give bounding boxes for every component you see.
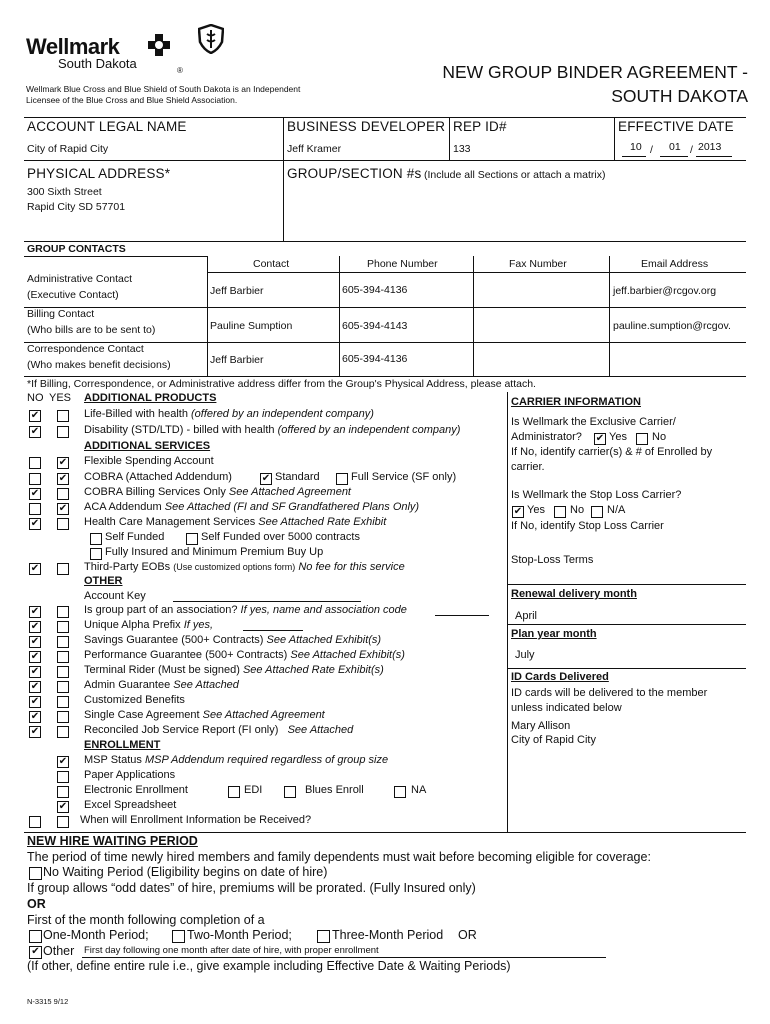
carrier-q1c: If No, identify carrier(s) & # of Enrolled by bbox=[511, 446, 713, 458]
hcm-yes-checkbox[interactable] bbox=[57, 518, 69, 530]
form-title bbox=[368, 60, 748, 108]
phone-col-header: Phone Number bbox=[367, 258, 438, 270]
reconciled-text: Reconciled Job Service Report (FI only) bbox=[84, 724, 279, 736]
enrollment-heading: ENROLLMENT bbox=[84, 739, 161, 751]
effective-month[interactable]: 10 bbox=[630, 141, 642, 153]
id-cards-text2: unless indicated below bbox=[511, 702, 622, 714]
rep-id-label: REP ID# bbox=[453, 119, 507, 134]
plan-year-month-label: Plan year month bbox=[511, 628, 597, 640]
or-separator-2: OR bbox=[458, 928, 477, 942]
stop-loss-na-label: N/A bbox=[607, 504, 626, 516]
msp-text: MSP Status bbox=[84, 754, 142, 766]
self-funded-5000-checkbox[interactable] bbox=[186, 533, 198, 545]
id-cards-text1: ID cards will be delivered to the member bbox=[511, 687, 708, 699]
stop-loss-terms: Stop-Loss Terms bbox=[511, 554, 594, 566]
contact-phone[interactable]: 605-394-4136 bbox=[342, 353, 408, 365]
edi-label: EDI bbox=[244, 784, 263, 796]
physical-address-label: PHYSICAL ADDRESS* bbox=[27, 166, 171, 181]
define-rule-text: (If other, define entire rule i.e., give example including Effective Date & Waiting Periods) bbox=[27, 959, 511, 973]
cobra-standard-label: Standard bbox=[275, 471, 320, 483]
electronic-yes-checkbox[interactable] bbox=[57, 786, 69, 798]
na-label: NA bbox=[411, 784, 427, 796]
third-party-text: Third-Party EOBs bbox=[84, 561, 171, 573]
other-label: Other bbox=[43, 944, 75, 958]
rep-id-value[interactable]: 133 bbox=[453, 143, 471, 155]
terminal-no-checkbox[interactable]: ✔ bbox=[30, 666, 40, 677]
performance-label bbox=[84, 649, 405, 661]
other-value[interactable]: First day following one month after date of hire, with proper enrollment bbox=[84, 945, 379, 956]
group-section-label: GROUP/SECTION #s bbox=[287, 166, 422, 181]
admin-guarantee-note: See Attached bbox=[173, 679, 239, 691]
life-yes-checkbox[interactable] bbox=[57, 410, 69, 422]
admin-guarantee-no-checkbox[interactable]: ✔ bbox=[30, 681, 40, 692]
renewal-month-value[interactable]: April bbox=[515, 610, 538, 622]
terminal-yes-checkbox[interactable] bbox=[57, 666, 69, 678]
association-yes-checkbox[interactable] bbox=[57, 606, 69, 618]
email-col-header: Email Address bbox=[641, 258, 709, 270]
disability-text: Disability (STD/LTD) - billed with health bbox=[84, 424, 275, 436]
edi-checkbox[interactable] bbox=[228, 786, 240, 798]
form-id: N-3315 9/12 bbox=[27, 997, 69, 1006]
waiting-period-title: NEW HIRE WAITING PERIOD bbox=[27, 834, 198, 848]
contact-row-label: Billing Contact bbox=[27, 308, 95, 320]
account-legal-name-value[interactable]: City of Rapid City bbox=[27, 143, 109, 155]
carrier-q2b: If No, identify Stop Loss Carrier bbox=[511, 520, 664, 532]
fax-col-header: Fax Number bbox=[509, 258, 567, 270]
additional-services-heading: ADDITIONAL SERVICES bbox=[84, 440, 211, 452]
performance-yes-checkbox[interactable] bbox=[57, 651, 69, 663]
effective-date-label: EFFECTIVE DATE bbox=[618, 119, 734, 134]
aca-note: See Attached (FI and SF Grandfathered Plans Only) bbox=[164, 501, 420, 513]
excel-yes-checkbox[interactable]: ✔ bbox=[58, 801, 68, 812]
carrier-q2: Is Wellmark the Stop Loss Carrier? bbox=[511, 489, 682, 501]
odd-dates-text: If group allows “odd dates” of hire, premiums will be prorated. (Fully Insured only) bbox=[27, 881, 476, 895]
id-cards-name[interactable]: Mary Allison bbox=[511, 720, 571, 732]
single-case-text: Single Case Agreement bbox=[84, 709, 200, 721]
terminal-label bbox=[84, 664, 384, 676]
third-party-label bbox=[84, 561, 405, 573]
life-no-checkbox[interactable]: ✔ bbox=[30, 410, 40, 421]
single-case-no-checkbox[interactable]: ✔ bbox=[30, 711, 40, 722]
alpha-text: Unique Alpha Prefix bbox=[84, 619, 181, 631]
savings-yes-checkbox[interactable] bbox=[57, 636, 69, 648]
contact-email[interactable]: pauline.sumption@rcgov. bbox=[613, 320, 731, 332]
business-developer-value[interactable]: Jeff Kramer bbox=[287, 143, 342, 155]
effective-sep-2: / bbox=[690, 144, 693, 156]
third-party-note: No fee for this service bbox=[298, 561, 405, 573]
terminal-note: See Attached Rate Exhibit(s) bbox=[242, 664, 384, 676]
msp-yes-checkbox[interactable]: ✔ bbox=[58, 756, 68, 767]
cobra-no-checkbox[interactable] bbox=[29, 473, 41, 485]
life-label bbox=[84, 408, 374, 420]
disability-note: (offered by an independent company) bbox=[277, 424, 461, 436]
id-cards-org[interactable]: City of Rapid City bbox=[511, 734, 596, 746]
blue-shield-icon bbox=[198, 24, 224, 54]
contact-phone[interactable]: 605-394-4136 bbox=[342, 284, 408, 296]
third-party-small: (Use customized options form) bbox=[173, 562, 296, 572]
form-title-line2: SOUTH DAKOTA bbox=[611, 86, 748, 106]
msp-label bbox=[84, 754, 388, 766]
three-month-label: Three-Month Period bbox=[332, 928, 444, 942]
self-funded-5000-label: Self Funded over 5000 contracts bbox=[201, 531, 360, 543]
hcm-text: Health Care Management Services bbox=[84, 516, 256, 528]
reconciled-no-checkbox[interactable]: ✔ bbox=[30, 726, 40, 737]
when-label: When will Enrollment Information be Received? bbox=[80, 814, 312, 826]
reconciled-yes-checkbox[interactable] bbox=[57, 726, 69, 738]
single-case-yes-checkbox[interactable] bbox=[57, 711, 69, 723]
admin-guarantee-label bbox=[84, 679, 239, 691]
exclusive-yes-label: Yes bbox=[609, 431, 627, 443]
other-heading: OTHER bbox=[84, 575, 123, 587]
third-party-yes-checkbox[interactable] bbox=[57, 563, 69, 575]
savings-label bbox=[84, 634, 381, 646]
blues-enroll-checkbox[interactable] bbox=[284, 786, 296, 798]
life-note: (offered by an independent company) bbox=[191, 408, 374, 420]
id-cards-label: ID Cards Delivered bbox=[511, 671, 609, 683]
customized-yes-checkbox[interactable] bbox=[57, 696, 69, 708]
contact-col-header: Contact bbox=[253, 258, 290, 270]
when-no-checkbox[interactable] bbox=[29, 816, 41, 828]
cobra-billing-no-checkbox[interactable]: ✔ bbox=[30, 488, 40, 499]
contact-row-sublabel: (Who bills are to be sent to) bbox=[27, 324, 156, 336]
address-line2[interactable]: Rapid City SD 57701 bbox=[27, 201, 126, 213]
self-funded-label: Self Funded bbox=[105, 531, 165, 543]
cobra-full-service-checkbox[interactable] bbox=[336, 473, 348, 485]
cobra-full-service-label: Full Service (SF only) bbox=[351, 471, 457, 483]
fsa-no-checkbox[interactable] bbox=[29, 457, 41, 469]
waiting-period-desc: The period of time newly hired members and family dependents must wait before becoming eligible for coverage: bbox=[27, 850, 651, 864]
cobra-billing-text: COBRA Billing Services Only bbox=[84, 486, 226, 498]
business-developer-label: BUSINESS DEVELOPER bbox=[287, 119, 446, 134]
reconciled-note: See Attached bbox=[287, 724, 354, 736]
savings-text: Savings Guarantee (500+ Contracts) bbox=[84, 634, 264, 646]
alpha-note: If yes, bbox=[183, 619, 214, 631]
alpha-no-checkbox[interactable]: ✔ bbox=[30, 621, 40, 632]
association-label bbox=[84, 604, 407, 616]
performance-no-checkbox[interactable]: ✔ bbox=[30, 651, 40, 662]
aca-text: ACA Addendum bbox=[84, 501, 162, 513]
cobra-billing-note: See Attached Agreement bbox=[228, 486, 351, 498]
group-contacts-title: GROUP CONTACTS bbox=[27, 243, 126, 255]
hcm-label bbox=[84, 516, 386, 528]
two-month-label: Two-Month Period; bbox=[187, 928, 292, 942]
account-key-label: Account Key bbox=[84, 590, 146, 602]
plan-year-month-value[interactable]: July bbox=[515, 649, 535, 661]
or-separator-1: OR bbox=[27, 897, 46, 911]
account-legal-name-label: ACCOUNT LEGAL NAME bbox=[27, 119, 187, 134]
single-case-note: See Attached Agreement bbox=[202, 709, 325, 721]
hcm-no-checkbox[interactable]: ✔ bbox=[30, 518, 40, 529]
fsa-yes-checkbox[interactable]: ✔ bbox=[58, 457, 68, 468]
effective-day[interactable]: 01 bbox=[669, 141, 681, 153]
life-text: Life-Billed with health bbox=[84, 408, 188, 420]
aca-label bbox=[84, 501, 419, 513]
exclusive-yes-checkbox[interactable]: ✔ bbox=[595, 433, 605, 444]
address-line1[interactable]: 300 Sixth Street bbox=[27, 186, 102, 198]
customized-no-checkbox[interactable]: ✔ bbox=[30, 696, 40, 707]
stop-loss-no-label: No bbox=[570, 504, 585, 516]
contact-name[interactable]: Pauline Sumption bbox=[210, 320, 293, 332]
three-month-checkbox[interactable] bbox=[317, 930, 330, 943]
contact-row-label: Administrative Contact bbox=[27, 273, 133, 285]
single-case-label bbox=[84, 709, 325, 721]
no-waiting-label: No Waiting Period (Eligibility begins on date of hire) bbox=[43, 865, 328, 879]
savings-note: See Attached Exhibit(s) bbox=[266, 634, 382, 646]
registered-mark: ® bbox=[177, 66, 183, 75]
licensee-statement: Wellmark Blue Cross and Blue Shield of South Dakota is an Independent Licensee of the Blue Cross and Blue Shield Association. bbox=[26, 84, 301, 105]
disability-label bbox=[84, 424, 460, 436]
yes-column-header: YES bbox=[49, 392, 72, 404]
no-waiting-checkbox[interactable] bbox=[29, 867, 42, 880]
customized-label: Customized Benefits bbox=[84, 694, 185, 706]
aca-no-checkbox[interactable] bbox=[29, 503, 41, 515]
contact-row-label: Correspondence Contact bbox=[27, 343, 144, 355]
other-checkbox[interactable]: ✔ bbox=[29, 946, 42, 959]
association-no-checkbox[interactable]: ✔ bbox=[30, 606, 40, 617]
admin-guarantee-text: Admin Guarantee bbox=[84, 679, 171, 691]
carrier-q1a: Is Wellmark the Exclusive Carrier/ bbox=[511, 416, 676, 428]
stop-loss-na-checkbox[interactable] bbox=[591, 506, 603, 518]
effective-year[interactable]: 2013 bbox=[698, 141, 722, 153]
form-title-line1: NEW GROUP BINDER AGREEMENT - bbox=[442, 62, 748, 82]
when-yes-checkbox[interactable] bbox=[57, 816, 69, 828]
one-month-checkbox[interactable] bbox=[29, 930, 42, 943]
stop-loss-yes-checkbox[interactable]: ✔ bbox=[513, 506, 523, 517]
association-text: Is group part of an association? bbox=[84, 604, 238, 616]
paper-label: Paper Applications bbox=[84, 769, 176, 781]
cobra-billing-yes-checkbox[interactable] bbox=[57, 488, 69, 500]
association-note: If yes, name and association code bbox=[240, 604, 407, 616]
effective-sep-1: / bbox=[650, 144, 653, 156]
one-month-label: One-Month Period; bbox=[43, 928, 149, 942]
performance-note: See Attached Exhibit(s) bbox=[290, 649, 405, 661]
no-column-header: NO bbox=[27, 392, 44, 404]
renewal-month-label: Renewal delivery month bbox=[511, 588, 637, 600]
cobra-standard-checkbox[interactable]: ✔ bbox=[261, 473, 271, 484]
additional-products-heading: ADDITIONAL PRODUCTS bbox=[84, 392, 217, 404]
savings-no-checkbox[interactable]: ✔ bbox=[30, 636, 40, 647]
carrier-q1b: Administrator? bbox=[511, 431, 582, 443]
stop-loss-yes-label: Yes bbox=[527, 504, 545, 516]
carrier-q1d: carrier. bbox=[511, 461, 545, 473]
fsa-label: Flexible Spending Account bbox=[84, 455, 214, 467]
msp-note: MSP Addendum required regardless of group size bbox=[144, 754, 389, 766]
cobra-label: COBRA (Attached Addendum) bbox=[84, 471, 232, 483]
contact-row-sublabel: (Who makes benefit decisions) bbox=[27, 359, 171, 371]
exclusive-no-label: No bbox=[652, 431, 667, 443]
self-funded-checkbox[interactable] bbox=[90, 533, 102, 545]
performance-text: Performance Guarantee (500+ Contracts) bbox=[84, 649, 288, 661]
two-month-checkbox[interactable] bbox=[172, 930, 185, 943]
third-party-no-checkbox[interactable]: ✔ bbox=[30, 563, 40, 574]
contact-row-sublabel: (Executive Contact) bbox=[27, 289, 119, 301]
blues-enroll-label: Blues Enroll bbox=[305, 784, 364, 796]
contact-phone[interactable]: 605-394-4143 bbox=[342, 320, 408, 332]
carrier-info-title: CARRIER INFORMATION bbox=[511, 396, 641, 408]
blue-cross-icon bbox=[148, 34, 170, 56]
cobra-yes-checkbox[interactable]: ✔ bbox=[58, 473, 68, 484]
exclusive-no-checkbox[interactable] bbox=[636, 433, 648, 445]
electronic-label: Electronic Enrollment bbox=[84, 784, 188, 796]
contact-name[interactable]: Jeff Barbier bbox=[210, 285, 264, 297]
alpha-label bbox=[84, 619, 213, 631]
stop-loss-no-checkbox[interactable] bbox=[554, 506, 566, 518]
terminal-text: Terminal Rider (Must be signed) bbox=[84, 664, 240, 676]
aca-yes-checkbox[interactable]: ✔ bbox=[58, 503, 68, 514]
fully-insured-label: Fully Insured and Minimum Premium Buy Up bbox=[105, 546, 324, 558]
wellmark-logo: Wellmark bbox=[26, 34, 120, 59]
disability-no-checkbox[interactable]: ✔ bbox=[30, 426, 40, 437]
disability-yes-checkbox[interactable] bbox=[57, 426, 69, 438]
hcm-note: See Attached Rate Exhibit bbox=[258, 516, 387, 528]
reconciled-label bbox=[84, 724, 353, 736]
paper-yes-checkbox[interactable] bbox=[57, 771, 69, 783]
alpha-yes-checkbox[interactable] bbox=[57, 621, 69, 633]
first-of-month-text: First of the month following completion of a bbox=[27, 913, 265, 927]
contact-name[interactable]: Jeff Barbier bbox=[210, 354, 264, 366]
group-section-note: (Include all Sections or attach a matrix) bbox=[424, 169, 606, 181]
na-checkbox[interactable] bbox=[394, 786, 406, 798]
admin-guarantee-yes-checkbox[interactable] bbox=[57, 681, 69, 693]
fully-insured-checkbox[interactable] bbox=[90, 548, 102, 560]
contacts-footnote: *If Billing, Correspondence, or Administrative address differ from the Group's Physical Address, please attach. bbox=[27, 378, 536, 390]
excel-label: Excel Spreadsheet bbox=[84, 799, 177, 811]
logo-region: South Dakota bbox=[58, 56, 137, 71]
cobra-billing-label bbox=[84, 486, 351, 498]
contact-email[interactable]: jeff.barbier@rcgov.org bbox=[613, 285, 717, 297]
